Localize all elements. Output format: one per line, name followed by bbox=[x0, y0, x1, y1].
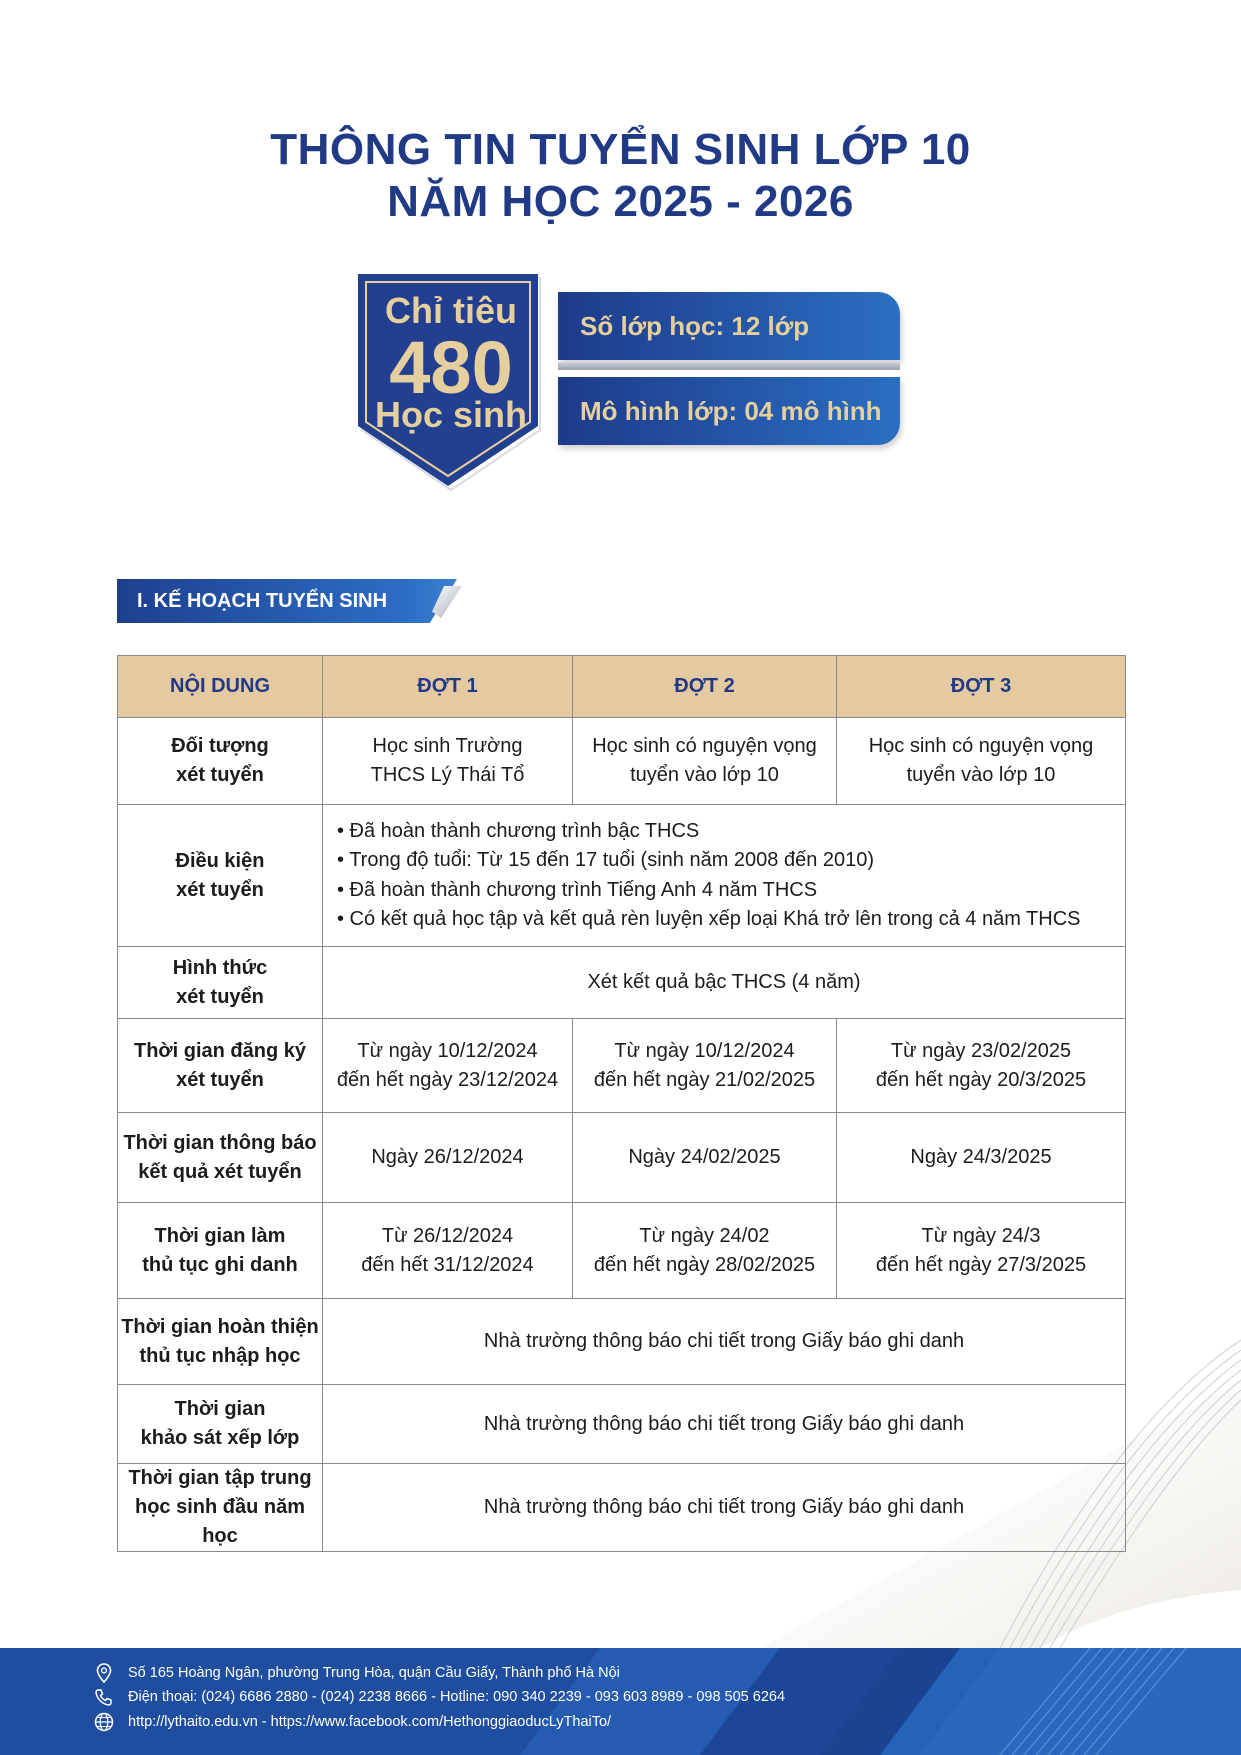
table-row bbox=[118, 1385, 1126, 1464]
row-label: Điều kiện xét tuyển bbox=[118, 805, 323, 947]
table-cell: Từ ngày 24/3 đến hết ngày 27/3/2025 bbox=[837, 1203, 1126, 1299]
phone-icon bbox=[92, 1686, 116, 1708]
header-round-3: ĐỢT 3 bbox=[837, 656, 1126, 718]
table-cell: Nhà trường thông báo chi tiết trong Giấy báo ghi danh bbox=[323, 1299, 1126, 1385]
table-row bbox=[118, 1113, 1126, 1203]
list-item: • Trong độ tuổi: Từ 15 đến 17 tuổi (sinh năm 2008 đến 2010) bbox=[337, 849, 875, 871]
row-label: Thời gian tập trung học sinh đầu năm học bbox=[118, 1464, 323, 1552]
location-pin-icon bbox=[92, 1662, 116, 1684]
table-cell: Từ ngày 10/12/2024 đến hết ngày 21/02/2025 bbox=[573, 1019, 837, 1113]
header-content: NỘI DUNG bbox=[118, 656, 323, 718]
quota-badge bbox=[356, 272, 546, 496]
table-row bbox=[118, 1203, 1126, 1299]
quota-number: 480 bbox=[389, 326, 513, 409]
table-cell: Ngày 24/3/2025 bbox=[837, 1113, 1126, 1203]
footer-phone: Điện thoại: (024) 6686 2880 - (024) 2238 8666 - Hotline: 090 340 2239 - 093 603 8989 - 098 505 6264 bbox=[128, 1689, 786, 1705]
section-title: I. KẾ HOẠCH TUYỂN SINH bbox=[137, 590, 388, 612]
footer-web-row bbox=[92, 1711, 611, 1733]
footer-address: Số 165 Hoàng Ngân, phường Trung Hòa, quận Cầu Giấy, Thành phố Hà Nội bbox=[128, 1665, 620, 1681]
footer-address-row bbox=[92, 1662, 620, 1684]
title-line-1: THÔNG TIN TUYỂN SINH LỚP 10 bbox=[270, 125, 971, 174]
row-label: Đối tượng xét tuyển bbox=[118, 718, 323, 805]
row-label: Thời gian thông báo kết quả xét tuyển bbox=[118, 1113, 323, 1203]
footer-phone-row bbox=[92, 1686, 785, 1708]
page-title bbox=[0, 124, 1241, 228]
header-round-2: ĐỢT 2 bbox=[573, 656, 837, 718]
table-cell: Từ 26/12/2024 đến hết 31/12/2024 bbox=[323, 1203, 573, 1299]
table-cell: Học sinh Trường THCS Lý Thái Tổ bbox=[323, 718, 573, 805]
header-round-1: ĐỢT 1 bbox=[323, 656, 573, 718]
table-row bbox=[118, 1464, 1126, 1552]
table-cell: Học sinh có nguyện vọng tuyển vào lớp 10 bbox=[573, 718, 837, 805]
table-cell: Từ ngày 23/02/2025 đến hết ngày 20/3/2025 bbox=[837, 1019, 1126, 1113]
table-cell: Nhà trường thông báo chi tiết trong Giấy báo ghi danh bbox=[323, 1464, 1126, 1552]
row-label: Thời gian làm thủ tục ghi danh bbox=[118, 1203, 323, 1299]
row-label: Thời gian khảo sát xếp lớp bbox=[118, 1385, 323, 1464]
list-item: • Đã hoàn thành chương trình Tiếng Anh 4 năm THCS bbox=[337, 878, 818, 901]
pill-divider bbox=[558, 362, 900, 370]
footer-web[interactable]: http://lythaito.edu.vn - https://www.facebook.com/HethonggiaoducLyThaiTo/ bbox=[128, 1714, 612, 1730]
table-row bbox=[118, 1299, 1126, 1385]
table-cell: Ngày 26/12/2024 bbox=[323, 1113, 573, 1203]
table-cell: Ngày 24/02/2025 bbox=[573, 1113, 837, 1203]
table-header-row bbox=[118, 656, 1126, 718]
table-row bbox=[118, 947, 1126, 1019]
table-cell: Xét kết quả bậc THCS (4 năm) bbox=[323, 947, 1126, 1019]
table-cell: Từ ngày 24/02 đến hết ngày 28/02/2025 bbox=[573, 1203, 837, 1299]
row-label: Thời gian hoàn thiện thủ tục nhập học bbox=[118, 1299, 323, 1385]
table-cell: Nhà trường thông báo chi tiết trong Giấy báo ghi danh bbox=[323, 1385, 1126, 1464]
table-row bbox=[118, 805, 1126, 947]
table-cell: Học sinh có nguyện vọng tuyển vào lớp 10 bbox=[837, 718, 1126, 805]
row-label: Thời gian đăng ký xét tuyển bbox=[118, 1019, 323, 1113]
quota-label-bottom: Học sinh bbox=[374, 394, 527, 435]
quota-label-top: Chỉ tiêu bbox=[385, 290, 517, 331]
class-model-pill: Mô hình lớp: 04 mô hình bbox=[558, 377, 900, 445]
title-line-2: NĂM HỌC 2025 - 2026 bbox=[387, 177, 854, 226]
list-item: • Có kết quả học tập và kết quả rèn luyện xếp loại Khá trở lên trong cả 4 năm THCS bbox=[337, 908, 1081, 930]
table-row bbox=[118, 1019, 1126, 1113]
table-row bbox=[118, 718, 1126, 805]
admission-plan-table bbox=[117, 655, 1125, 1552]
globe-icon bbox=[92, 1711, 116, 1733]
table-cell: Từ ngày 10/12/2024 đến hết ngày 23/12/2024 bbox=[323, 1019, 573, 1113]
class-count-pill: Số lớp học: 12 lớp bbox=[558, 292, 900, 360]
list-item: • Đã hoàn thành chương trình bậc THCS bbox=[337, 819, 700, 842]
row-label: Hình thức xét tuyển bbox=[118, 947, 323, 1019]
conditions-list bbox=[323, 805, 1126, 947]
